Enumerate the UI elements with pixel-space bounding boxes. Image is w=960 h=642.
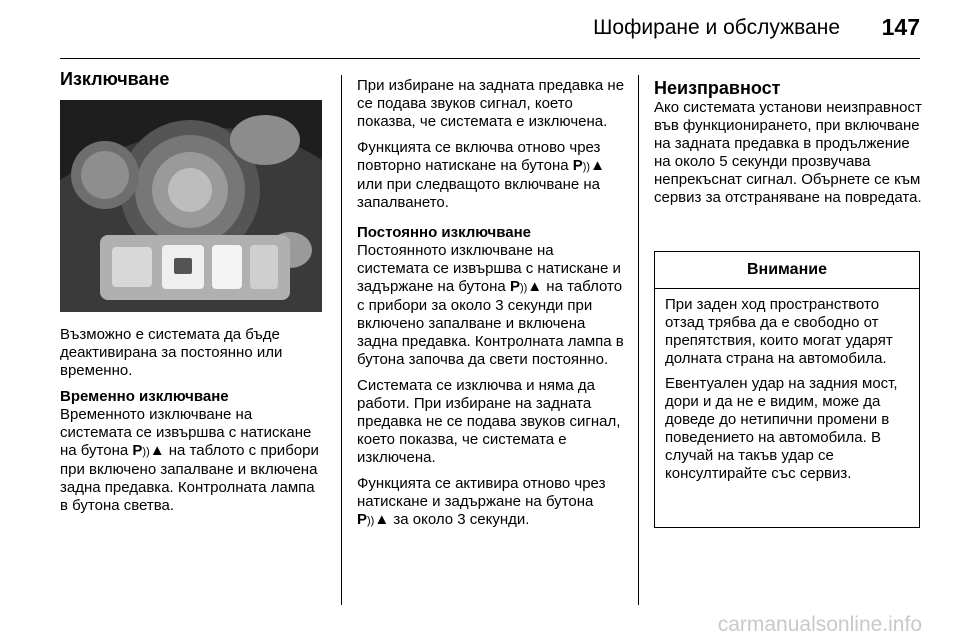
caution-body (655, 289, 919, 483)
dashboard-button-photo (60, 100, 322, 312)
paragraph-activate: Функцията се активира отново чрез натискане и задържане на бутона P))▲ за около 3 секунди. (357, 475, 606, 528)
park-assist-icon: P))▲ (132, 442, 165, 459)
caution-title: Внимание (655, 252, 919, 289)
watermark: carmanualsonline.info (717, 613, 922, 636)
header-rule (60, 58, 920, 59)
paragraph-intro: Възможно е системата да бъде деактивирана за постоянно или временно. (60, 326, 283, 379)
paragraph-reactivate: Функцията се включва отново чрез повторно натискане на бутона P))▲ или при следващото включване на запалването. (357, 139, 605, 211)
subheading-temporary: Временно изключване (60, 388, 229, 405)
page-number: 147 (881, 14, 920, 40)
header-title: Шофиране и обслужване (593, 16, 840, 39)
park-assist-icon: P))▲ (509, 278, 543, 295)
caution-paragraph-2: Евентуален удар на задния мост, дори и да не е видим, може да доведе до нетипични промени в поведението на автомобила. В случай на такъв удар се консултирайте със сервиз. (665, 375, 898, 482)
park-assist-icon: P))▲ (572, 157, 605, 174)
paragraph-fault: Ако системата установи неизправност във функционирането, при включване на задната предавка в продължение на около 5 секунди прозвучава непрекъснат сигнал. Обърнете се към сервиз за отстраняване на повредата. (654, 99, 922, 206)
column-3 (654, 77, 922, 215)
column-2 (357, 77, 627, 538)
caution-paragraph-1: При заден ход пространството отзад трябва да е свободно от препятствия, които могат ударят долната страна на автомобила. (665, 296, 893, 367)
section-title-disable: Изключване (60, 69, 170, 89)
section-title-fault: Неизправност (654, 78, 781, 98)
column-1 (60, 68, 322, 523)
paragraph-temporary: Временното изключване на системата се извършва с натискане на бутона P))▲ на таблото с прибори при включено запалване и включена задна предавка. Контролната лампа в бутона светва. (60, 406, 319, 514)
park-assist-icon: P))▲ (357, 511, 390, 528)
column-divider-2 (638, 75, 639, 605)
subheading-permanent: Постоянно изключване (357, 224, 532, 241)
caution-box (654, 251, 920, 528)
paragraph-permanent: Постоянното изключване на системата се извършва с натискане и задържане на бутона P))▲ на таблото с прибори за около 3 секунди при включено запалване и включена задна предавка. Контролната лампа в бутона започва да свети постоянно. (357, 242, 624, 368)
column-divider-1 (341, 75, 342, 605)
paragraph-system-off: Системата се изключва и няма да работи. При избиране на задната предавка не се подава звуков сигнал, което показва, че системата е изключена. (357, 377, 621, 466)
paragraph-no-signal: При избиране на задната предавка не се подава звуков сигнал, което показва, че системата е изключена. (357, 77, 625, 130)
